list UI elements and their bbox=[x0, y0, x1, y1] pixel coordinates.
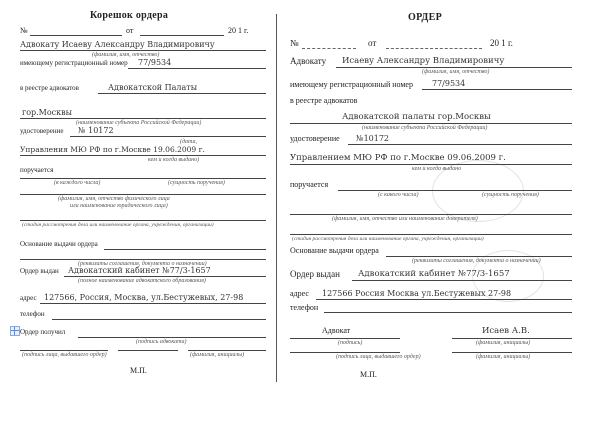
order-title: ОРДЕР bbox=[408, 12, 442, 23]
stub-regnum-label: имеющему регистрационный номер bbox=[20, 59, 128, 67]
order-regnum-label: имеющему регистрационный номер bbox=[290, 80, 413, 89]
order-stamp-label: М.П. bbox=[360, 370, 377, 379]
stub-registry-value: Адвокатской Палаты bbox=[108, 83, 198, 92]
stub-city-value: гор.Москвы bbox=[22, 108, 73, 117]
move-handle-icon[interactable] bbox=[10, 326, 20, 336]
order-address-label: адрес bbox=[290, 289, 309, 298]
stub-issued-value: Управления МЮ РФ по г.Москве 19.06.2009 г. bbox=[20, 145, 205, 154]
order-phone-label: телефон bbox=[290, 303, 319, 312]
order-advocate-label: Адвокат bbox=[322, 326, 351, 335]
stub-issued-by-label: Ордер выдан bbox=[20, 267, 59, 275]
stub-title: Корешок ордера bbox=[90, 10, 169, 21]
order-lawyer-label: Адвокату bbox=[290, 56, 327, 66]
stub-address-label: адрес bbox=[20, 294, 37, 302]
order-advocate-name: Исаев А.В. bbox=[482, 326, 530, 336]
stub-id-value: № 10172 bbox=[78, 126, 114, 135]
stub-address-value: 127566, Россия, Москва, ул.Бестужевых, 27-98 bbox=[44, 293, 244, 302]
stub-number-label: № bbox=[20, 26, 28, 35]
order-id-value: №10172 bbox=[356, 134, 390, 143]
stub-id-label: удостоверение bbox=[20, 127, 64, 135]
stub-stamp-label: М.П. bbox=[130, 366, 147, 375]
order-regnum-value: 77/9534 bbox=[432, 79, 466, 88]
order-stub: Корешок ордера № от 20 1 г. Адвокату Исаеву Александру Владимировичу (фамилия, имя, отчество) имеющему регистрационный номер 77/9534 в реестре адвокатов Адвокатской Палаты гор.Москвы (наименование субъекта Российской Федерации) удостоверение № 10172 (дата, Управления МЮ РФ по г.Москве 19.06.2009 г. кем и когда выдано) поручается (в каждого числа) (сущность поручения) (фамилия, имя, отчество физического лица или наименование юридического лица) (стадия рассмотрения дела или наименование органа, учреждения, организации) Основание выдачи ордера (реквизиты соглашения, документа о назначении) Ордер выдан Адвокатский кабинет №77/3-1657 (полное наименование адвокатского образования) адрес 127566, Россия, Москва, ул.Бестужевых, 27-98 телефон Ордер получил (подпись адвоката) (подпись лица, выдавшего ордер) (фамилия, инициалы) М.П. bbox=[18, 10, 274, 382]
stub-basis-label: Основание выдачи ордера bbox=[20, 240, 98, 248]
tear-line bbox=[276, 14, 277, 382]
order-entrust-label: поручается bbox=[290, 180, 329, 189]
stub-year: 20 1 г. bbox=[228, 26, 249, 35]
order-registry-value: Адвокатской палаты гор.Москвы bbox=[342, 112, 491, 122]
stub-registry-label: в реестре адвокатов bbox=[20, 84, 79, 92]
order-address-value: 127566 Россия Москва ул.Бестужевых 27-98 bbox=[322, 289, 512, 298]
stub-entrust-label: поручается bbox=[20, 166, 54, 174]
order-year: 20 1 г. bbox=[490, 38, 513, 48]
stub-date-label: от bbox=[126, 26, 134, 35]
order-issued-by-label: Ордер выдан bbox=[290, 269, 340, 279]
stub-phone-label: телефон bbox=[20, 310, 45, 318]
order-basis-label: Основание выдачи ордера bbox=[290, 246, 379, 255]
stub-regnum-value: 77/9534 bbox=[138, 58, 172, 67]
order-number-label: № bbox=[290, 38, 299, 48]
stub-received-label: Ордер получил bbox=[20, 328, 66, 336]
order-lawyer-value: Исаеву Александру Владимировичу bbox=[342, 56, 505, 66]
order-id-label: удостоверение bbox=[290, 134, 340, 143]
order-issued-value: Управлением МЮ РФ по г.Москве 09.06.2009 г. bbox=[290, 153, 506, 163]
order-date-label: от bbox=[368, 38, 377, 48]
stub-issued-by-value: Адвокатский кабинет №77/3-1657 bbox=[68, 266, 211, 275]
order-registry-label: в реестре адвокатов bbox=[290, 96, 358, 105]
order-issued-by-value: Адвокатский кабинет №77/3-1657 bbox=[358, 269, 510, 279]
stub-lawyer-name: Адвокату Исаеву Александру Владимировичу bbox=[20, 40, 215, 49]
order-form: ОРДЕР № от 20 1 г. Адвокату Исаеву Александру Владимировичу (фамилия, имя, отчество) имеющему регистрационный номер 77/9534 в реестре адвокатов Адвокатской палаты гор.Москвы (наименование субъекта Российской Федерации) удостоверение №10172 Управлением МЮ РФ по г.Москве 09.06.2009 г. кем и когда выдано поручается (с какого числа) (сущность поручения) (фамилия, имя, отчество или наименование доверителя) (стадия рассмотрения дела или наименование органа, учреждения, организации) Основание выдачи ордера (реквизиты соглашения, документа о назначении) Ордер выдан Адвокатский кабинет №77/3-1657 адрес 127566 Россия Москва ул.Бестужевых 27-98 телефон Адвокат (подпись) Исаев А.В. (фамилия, инициалы) (подпись лица, выдавшего ордер) (фамилия, инициалы) М.П. bbox=[282, 10, 582, 382]
